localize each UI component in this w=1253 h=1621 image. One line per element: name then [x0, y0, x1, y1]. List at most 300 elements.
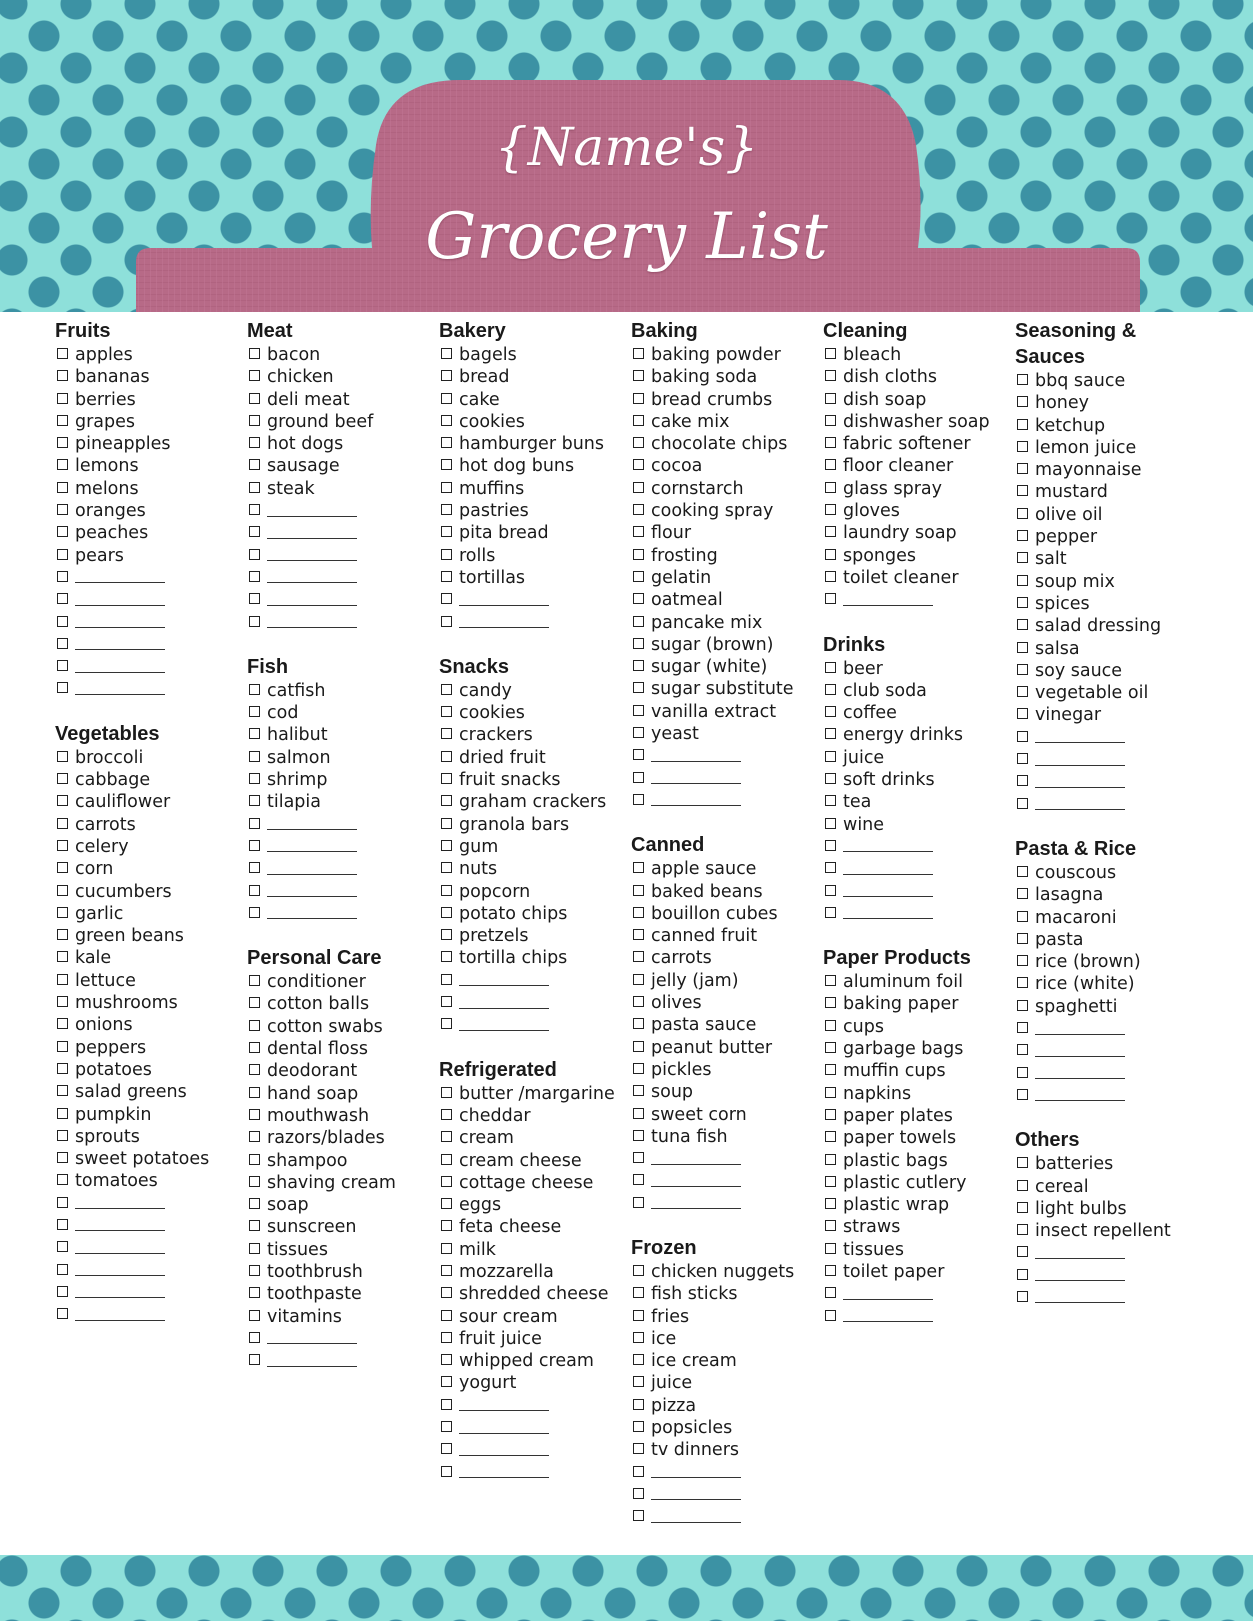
checkbox[interactable] [249, 907, 260, 918]
write-in-line[interactable] [651, 1508, 741, 1523]
checkbox[interactable] [1017, 664, 1028, 675]
checkbox[interactable] [441, 728, 452, 739]
checkbox[interactable] [57, 1241, 68, 1252]
checkbox[interactable] [57, 996, 68, 1007]
checkbox[interactable] [441, 348, 452, 359]
checkbox[interactable] [825, 773, 836, 784]
write-in-line[interactable] [651, 1194, 741, 1209]
write-in-line[interactable] [1035, 773, 1125, 788]
checkbox[interactable] [825, 885, 836, 896]
write-in-line[interactable] [75, 635, 165, 650]
checkbox[interactable] [441, 795, 452, 806]
checkbox[interactable] [57, 682, 68, 693]
write-in-line[interactable] [843, 837, 933, 852]
checkbox[interactable] [1017, 708, 1028, 719]
checkbox[interactable] [57, 1130, 68, 1141]
checkbox[interactable] [249, 1354, 260, 1365]
checkbox[interactable] [633, 705, 644, 716]
checkbox[interactable] [249, 348, 260, 359]
checkbox[interactable] [633, 1197, 644, 1208]
checkbox[interactable] [441, 549, 452, 560]
checkbox[interactable] [633, 482, 644, 493]
checkbox[interactable] [633, 415, 644, 426]
checkbox[interactable] [57, 951, 68, 962]
checkbox[interactable] [249, 706, 260, 717]
checkbox[interactable] [57, 1219, 68, 1230]
checkbox[interactable] [1017, 396, 1028, 407]
checkbox[interactable] [249, 549, 260, 560]
checkbox[interactable] [441, 1466, 452, 1477]
checkbox[interactable] [633, 504, 644, 515]
checkbox[interactable] [249, 1310, 260, 1321]
checkbox[interactable] [441, 1265, 452, 1276]
checkbox[interactable] [633, 1376, 644, 1387]
checkbox[interactable] [57, 795, 68, 806]
checkbox[interactable] [825, 526, 836, 537]
write-in-line[interactable] [267, 524, 357, 539]
checkbox[interactable] [57, 459, 68, 470]
checkbox[interactable] [441, 1310, 452, 1321]
checkbox[interactable] [825, 1020, 836, 1031]
write-in-line[interactable] [843, 904, 933, 919]
checkbox[interactable] [249, 1087, 260, 1098]
checkbox[interactable] [249, 1176, 260, 1187]
checkbox[interactable] [441, 1399, 452, 1410]
write-in-line[interactable] [75, 1283, 165, 1298]
checkbox[interactable] [825, 1042, 836, 1053]
checkbox[interactable] [57, 437, 68, 448]
checkbox[interactable] [633, 437, 644, 448]
checkbox[interactable] [633, 526, 644, 537]
checkbox[interactable] [1017, 575, 1028, 586]
checkbox[interactable] [1017, 933, 1028, 944]
checkbox[interactable] [441, 1287, 452, 1298]
checkbox[interactable] [441, 706, 452, 717]
checkbox[interactable] [633, 1108, 644, 1119]
checkbox[interactable] [441, 885, 452, 896]
checkbox[interactable] [1017, 619, 1028, 630]
write-in-line[interactable] [75, 613, 165, 628]
checkbox[interactable] [57, 1286, 68, 1297]
checkbox[interactable] [825, 1087, 836, 1098]
write-in-line[interactable] [1035, 1020, 1125, 1035]
checkbox[interactable] [249, 1131, 260, 1142]
write-in-line[interactable] [75, 658, 165, 673]
checkbox[interactable] [825, 1287, 836, 1298]
checkbox[interactable] [249, 1020, 260, 1031]
checkbox[interactable] [1017, 866, 1028, 877]
checkbox[interactable] [633, 1018, 644, 1029]
write-in-line[interactable] [651, 1172, 741, 1187]
checkbox[interactable] [825, 862, 836, 873]
write-in-line[interactable] [843, 860, 933, 875]
checkbox[interactable] [441, 393, 452, 404]
checkbox[interactable] [441, 437, 452, 448]
checkbox[interactable] [825, 1109, 836, 1120]
checkbox[interactable] [825, 370, 836, 381]
checkbox[interactable] [441, 818, 452, 829]
checkbox[interactable] [249, 526, 260, 537]
checkbox[interactable] [1017, 597, 1028, 608]
checkbox[interactable] [1017, 508, 1028, 519]
checkbox[interactable] [57, 907, 68, 918]
checkbox[interactable] [1017, 552, 1028, 563]
checkbox[interactable] [57, 1041, 68, 1052]
checkbox[interactable] [633, 1152, 644, 1163]
checkbox[interactable] [825, 975, 836, 986]
write-in-line[interactable] [651, 791, 741, 806]
checkbox[interactable] [441, 616, 452, 627]
checkbox[interactable] [633, 727, 644, 738]
checkbox[interactable] [57, 773, 68, 784]
write-in-line[interactable] [1035, 1064, 1125, 1079]
checkbox[interactable] [633, 1174, 644, 1185]
checkbox[interactable] [1017, 1246, 1028, 1257]
checkbox[interactable] [441, 840, 452, 851]
write-in-line[interactable] [459, 994, 549, 1009]
write-in-line[interactable] [267, 837, 357, 852]
checkbox[interactable] [441, 1176, 452, 1187]
write-in-line[interactable] [267, 1352, 357, 1367]
checkbox[interactable] [825, 415, 836, 426]
checkbox[interactable] [57, 549, 68, 560]
checkbox[interactable] [249, 840, 260, 851]
write-in-line[interactable] [75, 568, 165, 583]
checkbox[interactable] [633, 1510, 644, 1521]
checkbox[interactable] [1017, 731, 1028, 742]
checkbox[interactable] [825, 437, 836, 448]
write-in-line[interactable] [843, 882, 933, 897]
checkbox[interactable] [57, 415, 68, 426]
checkbox[interactable] [633, 348, 644, 359]
checkbox[interactable] [1017, 1067, 1028, 1078]
checkbox[interactable] [825, 997, 836, 1008]
checkbox[interactable] [633, 885, 644, 896]
write-in-line[interactable] [651, 769, 741, 784]
write-in-line[interactable] [1035, 795, 1125, 810]
checkbox[interactable] [1017, 1224, 1028, 1235]
write-in-line[interactable] [651, 1485, 741, 1500]
write-in-line[interactable] [267, 613, 357, 628]
checkbox[interactable] [825, 459, 836, 470]
checkbox[interactable] [57, 526, 68, 537]
checkbox[interactable] [57, 348, 68, 359]
checkbox[interactable] [633, 393, 644, 404]
checkbox[interactable] [441, 684, 452, 695]
checkbox[interactable] [1017, 642, 1028, 653]
write-in-line[interactable] [1035, 1042, 1125, 1057]
checkbox[interactable] [57, 593, 68, 604]
checkbox[interactable] [633, 1041, 644, 1052]
write-in-line[interactable] [1035, 1244, 1125, 1259]
write-in-line[interactable] [843, 591, 933, 606]
checkbox[interactable] [441, 1018, 452, 1029]
write-in-line[interactable] [267, 815, 357, 830]
checkbox[interactable] [57, 616, 68, 627]
checkbox[interactable] [1017, 1044, 1028, 1055]
checkbox[interactable] [633, 1332, 644, 1343]
checkbox[interactable] [249, 862, 260, 873]
write-in-line[interactable] [267, 1329, 357, 1344]
checkbox[interactable] [1017, 911, 1028, 922]
checkbox[interactable] [633, 974, 644, 985]
checkbox[interactable] [249, 1243, 260, 1254]
checkbox[interactable] [825, 662, 836, 673]
checkbox[interactable] [441, 482, 452, 493]
checkbox[interactable] [441, 862, 452, 873]
checkbox[interactable] [825, 571, 836, 582]
write-in-line[interactable] [459, 1016, 549, 1031]
checkbox[interactable] [633, 862, 644, 873]
checkbox[interactable] [249, 504, 260, 515]
checkbox[interactable] [249, 684, 260, 695]
checkbox[interactable] [441, 974, 452, 985]
checkbox[interactable] [633, 951, 644, 962]
checkbox[interactable] [441, 1376, 452, 1387]
checkbox[interactable] [249, 1287, 260, 1298]
checkbox[interactable] [825, 728, 836, 739]
write-in-line[interactable] [267, 546, 357, 561]
checkbox[interactable] [249, 1220, 260, 1231]
checkbox[interactable] [1017, 374, 1028, 385]
checkbox[interactable] [57, 1174, 68, 1185]
checkbox[interactable] [633, 1310, 644, 1321]
checkbox[interactable] [633, 929, 644, 940]
checkbox[interactable] [441, 751, 452, 762]
write-in-line[interactable] [267, 882, 357, 897]
checkbox[interactable] [57, 1018, 68, 1029]
checkbox[interactable] [441, 907, 452, 918]
checkbox[interactable] [1017, 1291, 1028, 1302]
checkbox[interactable] [57, 885, 68, 896]
checkbox[interactable] [57, 571, 68, 582]
checkbox[interactable] [633, 996, 644, 1007]
checkbox[interactable] [633, 571, 644, 582]
checkbox[interactable] [57, 504, 68, 515]
write-in-line[interactable] [75, 1261, 165, 1276]
checkbox[interactable] [1017, 485, 1028, 496]
write-in-line[interactable] [459, 1463, 549, 1478]
checkbox[interactable] [825, 393, 836, 404]
write-in-line[interactable] [459, 1441, 549, 1456]
checkbox[interactable] [825, 1131, 836, 1142]
checkbox[interactable] [633, 907, 644, 918]
checkbox[interactable] [633, 682, 644, 693]
checkbox[interactable] [249, 1332, 260, 1343]
checkbox[interactable] [441, 571, 452, 582]
checkbox[interactable] [825, 1154, 836, 1165]
write-in-line[interactable] [459, 971, 549, 986]
checkbox[interactable] [57, 1085, 68, 1096]
checkbox[interactable] [249, 437, 260, 448]
checkbox[interactable] [825, 795, 836, 806]
checkbox[interactable] [1017, 977, 1028, 988]
checkbox[interactable] [249, 885, 260, 896]
checkbox[interactable] [57, 929, 68, 940]
checkbox[interactable] [825, 482, 836, 493]
checkbox[interactable] [633, 638, 644, 649]
checkbox[interactable] [57, 862, 68, 873]
checkbox[interactable] [825, 751, 836, 762]
checkbox[interactable] [1017, 1180, 1028, 1191]
checkbox[interactable] [633, 1466, 644, 1477]
checkbox[interactable] [249, 571, 260, 582]
write-in-line[interactable] [267, 860, 357, 875]
write-in-line[interactable] [651, 1463, 741, 1478]
checkbox[interactable] [57, 1108, 68, 1119]
checkbox[interactable] [441, 1087, 452, 1098]
checkbox[interactable] [57, 393, 68, 404]
write-in-line[interactable] [267, 591, 357, 606]
checkbox[interactable] [249, 997, 260, 1008]
write-in-line[interactable] [843, 1285, 933, 1300]
checkbox[interactable] [633, 1488, 644, 1499]
checkbox[interactable] [249, 616, 260, 627]
checkbox[interactable] [249, 482, 260, 493]
write-in-line[interactable] [1035, 1086, 1125, 1101]
checkbox[interactable] [249, 593, 260, 604]
checkbox[interactable] [633, 1443, 644, 1454]
checkbox[interactable] [633, 1063, 644, 1074]
checkbox[interactable] [825, 907, 836, 918]
checkbox[interactable] [1017, 686, 1028, 697]
checkbox[interactable] [1017, 1022, 1028, 1033]
write-in-line[interactable] [459, 613, 549, 628]
checkbox[interactable] [249, 818, 260, 829]
checkbox[interactable] [249, 1109, 260, 1120]
checkbox[interactable] [249, 728, 260, 739]
checkbox[interactable] [57, 370, 68, 381]
checkbox[interactable] [825, 549, 836, 560]
checkbox[interactable] [57, 751, 68, 762]
checkbox[interactable] [441, 1421, 452, 1432]
checkbox[interactable] [441, 929, 452, 940]
checkbox[interactable] [441, 773, 452, 784]
checkbox[interactable] [633, 370, 644, 381]
checkbox[interactable] [633, 616, 644, 627]
checkbox[interactable] [633, 1354, 644, 1365]
checkbox[interactable] [825, 706, 836, 717]
checkbox[interactable] [441, 1443, 452, 1454]
write-in-line[interactable] [459, 1419, 549, 1434]
checkbox[interactable] [441, 1354, 452, 1365]
checkbox[interactable] [1017, 955, 1028, 966]
checkbox[interactable] [1017, 753, 1028, 764]
checkbox[interactable] [441, 1243, 452, 1254]
checkbox[interactable] [633, 459, 644, 470]
checkbox[interactable] [441, 593, 452, 604]
checkbox[interactable] [825, 1064, 836, 1075]
checkbox[interactable] [441, 1220, 452, 1231]
checkbox[interactable] [441, 504, 452, 515]
checkbox[interactable] [249, 1042, 260, 1053]
checkbox[interactable] [633, 794, 644, 805]
checkbox[interactable] [633, 549, 644, 560]
checkbox[interactable] [249, 975, 260, 986]
checkbox[interactable] [249, 370, 260, 381]
checkbox[interactable] [1017, 1202, 1028, 1213]
checkbox[interactable] [249, 1064, 260, 1075]
write-in-line[interactable] [267, 502, 357, 517]
write-in-line[interactable] [459, 591, 549, 606]
write-in-line[interactable] [75, 591, 165, 606]
write-in-line[interactable] [1035, 1266, 1125, 1281]
checkbox[interactable] [825, 593, 836, 604]
checkbox[interactable] [1017, 441, 1028, 452]
checkbox[interactable] [249, 773, 260, 784]
checkbox[interactable] [441, 526, 452, 537]
checkbox[interactable] [441, 996, 452, 1007]
checkbox[interactable] [1017, 1089, 1028, 1100]
checkbox[interactable] [633, 1085, 644, 1096]
checkbox[interactable] [441, 1332, 452, 1343]
checkbox[interactable] [57, 840, 68, 851]
checkbox[interactable] [825, 1220, 836, 1231]
checkbox[interactable] [825, 1310, 836, 1321]
checkbox[interactable] [57, 974, 68, 985]
checkbox[interactable] [57, 482, 68, 493]
checkbox[interactable] [825, 1265, 836, 1276]
write-in-line[interactable] [75, 680, 165, 695]
checkbox[interactable] [1017, 798, 1028, 809]
write-in-line[interactable] [75, 1216, 165, 1231]
checkbox[interactable] [1017, 419, 1028, 430]
checkbox[interactable] [1017, 1269, 1028, 1280]
checkbox[interactable] [825, 840, 836, 851]
write-in-line[interactable] [1035, 728, 1125, 743]
checkbox[interactable] [1017, 1000, 1028, 1011]
write-in-line[interactable] [651, 747, 741, 762]
checkbox[interactable] [1017, 888, 1028, 899]
checkbox[interactable] [633, 1265, 644, 1276]
checkbox[interactable] [633, 1399, 644, 1410]
checkbox[interactable] [249, 393, 260, 404]
checkbox[interactable] [441, 1198, 452, 1209]
checkbox[interactable] [249, 795, 260, 806]
checkbox[interactable] [441, 951, 452, 962]
checkbox[interactable] [1017, 775, 1028, 786]
write-in-line[interactable] [75, 1239, 165, 1254]
write-in-line[interactable] [75, 1194, 165, 1209]
checkbox[interactable] [825, 1176, 836, 1187]
checkbox[interactable] [825, 818, 836, 829]
checkbox[interactable] [57, 1308, 68, 1319]
checkbox[interactable] [57, 1197, 68, 1208]
checkbox[interactable] [1017, 530, 1028, 541]
write-in-line[interactable] [843, 1307, 933, 1322]
checkbox[interactable] [1017, 1157, 1028, 1168]
checkbox[interactable] [249, 1154, 260, 1165]
checkbox[interactable] [441, 1109, 452, 1120]
checkbox[interactable] [441, 1154, 452, 1165]
checkbox[interactable] [825, 1243, 836, 1254]
checkbox[interactable] [441, 459, 452, 470]
checkbox[interactable] [633, 1287, 644, 1298]
checkbox[interactable] [441, 370, 452, 381]
checkbox[interactable] [1017, 463, 1028, 474]
checkbox[interactable] [825, 348, 836, 359]
write-in-line[interactable] [1035, 1288, 1125, 1303]
checkbox[interactable] [57, 660, 68, 671]
write-in-line[interactable] [1035, 751, 1125, 766]
write-in-line[interactable] [267, 904, 357, 919]
checkbox[interactable] [441, 415, 452, 426]
checkbox[interactable] [633, 593, 644, 604]
checkbox[interactable] [249, 1265, 260, 1276]
write-in-line[interactable] [459, 1396, 549, 1411]
checkbox[interactable] [633, 660, 644, 671]
checkbox[interactable] [633, 1130, 644, 1141]
